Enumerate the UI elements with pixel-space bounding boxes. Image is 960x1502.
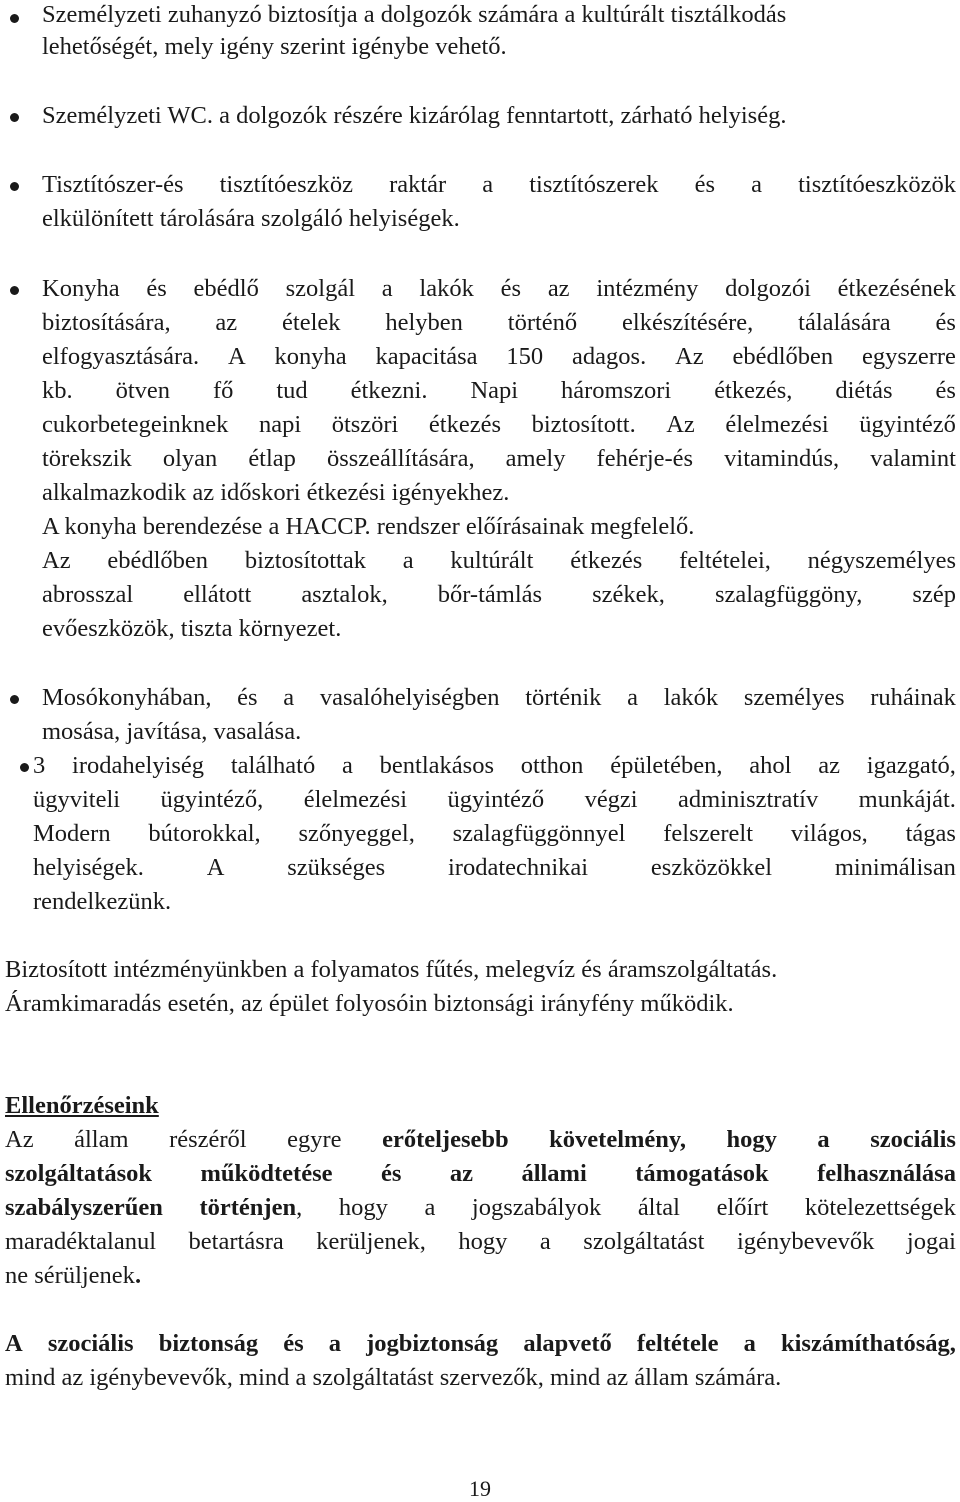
text-line: helyiségek. A szükséges irodatechnikai eszközökkel minimálisan bbox=[33, 854, 956, 881]
text-line: szabályszerűen történjen, hogy a jogszabályok által előírt kötelezettségek bbox=[5, 1194, 956, 1221]
text-line: szolgáltatások működtetése és az állami támogatások felhasználása bbox=[5, 1160, 956, 1187]
text-line: törekszik olyan étlap összeállítására, amely fehérje-és vitamindús, valamint bbox=[42, 445, 956, 472]
bullet-icon bbox=[10, 113, 19, 122]
text-line: A konyha berendezése a HACCP. rendszer előírásainak megfelelő. bbox=[42, 513, 695, 540]
text-line: evőeszközök, tiszta környezet. bbox=[42, 615, 342, 642]
text-line: A szociális biztonság és a jogbiztonság alapvető feltétele a kiszámíthatóság, bbox=[5, 1330, 956, 1357]
text-line: Biztosított intézményünkben a folyamatos fűtés, melegvíz és áramszolgáltatás. bbox=[5, 956, 778, 983]
bullet-icon bbox=[20, 763, 29, 772]
section-heading: Ellenőrzéseink bbox=[5, 1092, 159, 1119]
text-line: elkülönített tárolására szolgáló helyiségek. bbox=[42, 205, 460, 232]
text-line: abrosszal ellátott asztalok, bőr-támlás székek, szalagfüggöny, szép bbox=[42, 581, 956, 608]
bullet-icon bbox=[10, 14, 19, 23]
text-line: ügyviteli ügyintéző, élelmezési ügyintéző végzi adminisztratív munkáját. bbox=[33, 786, 956, 813]
text-line: Áramkimaradás esetén, az épület folyosóin biztonsági irányfény működik. bbox=[5, 990, 734, 1017]
text-line: biztosítására, az ételek helyben történő elkészítésére, tálalására és bbox=[42, 309, 956, 336]
text-line: elfogyasztására. A konyha kapacitása 150 adagos. Az ebédlőben egyszerre bbox=[42, 343, 956, 370]
text-line: Modern bútorokkal, szőnyeggel, szalagfüggönnyel felszerelt világos, tágas bbox=[33, 820, 956, 847]
text-line: 3 irodahelyiség található a bentlakásos otthon épületében, ahol az igazgató, bbox=[33, 752, 956, 779]
text-line: Tisztítószer-és tisztítóeszköz raktár a tisztítószerek és a tisztítóeszközök bbox=[42, 171, 956, 198]
text-line: cukorbetegeinknek napi ötszöri étkezés biztosított. Az élelmezési ügyintéző bbox=[42, 411, 956, 438]
text-line: mosása, javítása, vasalása. bbox=[42, 718, 302, 745]
bullet-icon bbox=[10, 695, 19, 704]
text-line: Konyha és ebédlő szolgál a lakók és az intézmény dolgozói étkezésének bbox=[42, 275, 956, 302]
text-line: ne sérüljenek. bbox=[5, 1262, 142, 1289]
text-line: Az állam részéről egyre erőteljesebb követelmény, hogy a szociális bbox=[5, 1126, 956, 1153]
bullet-icon bbox=[10, 286, 19, 295]
text-line: Az ebédlőben biztosítottak a kultúrált étkezés feltételei, négyszemélyes bbox=[42, 547, 956, 574]
text-line: Mosókonyhában, és a vasalóhelyiségben történik a lakók személyes ruháinak bbox=[42, 684, 956, 711]
text-line: mind az igénybevevők, mind a szolgáltatást szervezők, mind az állam számára. bbox=[5, 1364, 782, 1391]
bullet-icon bbox=[10, 182, 19, 191]
text-line: alkalmazkodik az időskori étkezési igényekhez. bbox=[42, 479, 510, 506]
text-line: Személyzeti zuhanyzó biztosítja a dolgozók számára a kultúrált tisztálkodás bbox=[42, 1, 787, 28]
text-line: rendelkezünk. bbox=[33, 888, 172, 915]
text-line: Személyzeti WC. a dolgozók részére kizárólag fenntartott, zárható helyiség. bbox=[42, 102, 787, 129]
text-line: lehetőségét, mely igény szerint igénybe vehető. bbox=[42, 33, 507, 60]
text-line: maradéktalanul betartásra kerüljenek, hogy a szolgáltatást igénybevevők jogai bbox=[5, 1228, 956, 1255]
text-line: kb. ötven fő tud étkezni. Napi háromszori étkezés, diétás és bbox=[42, 377, 956, 404]
page-number: 19 bbox=[469, 1476, 491, 1501]
